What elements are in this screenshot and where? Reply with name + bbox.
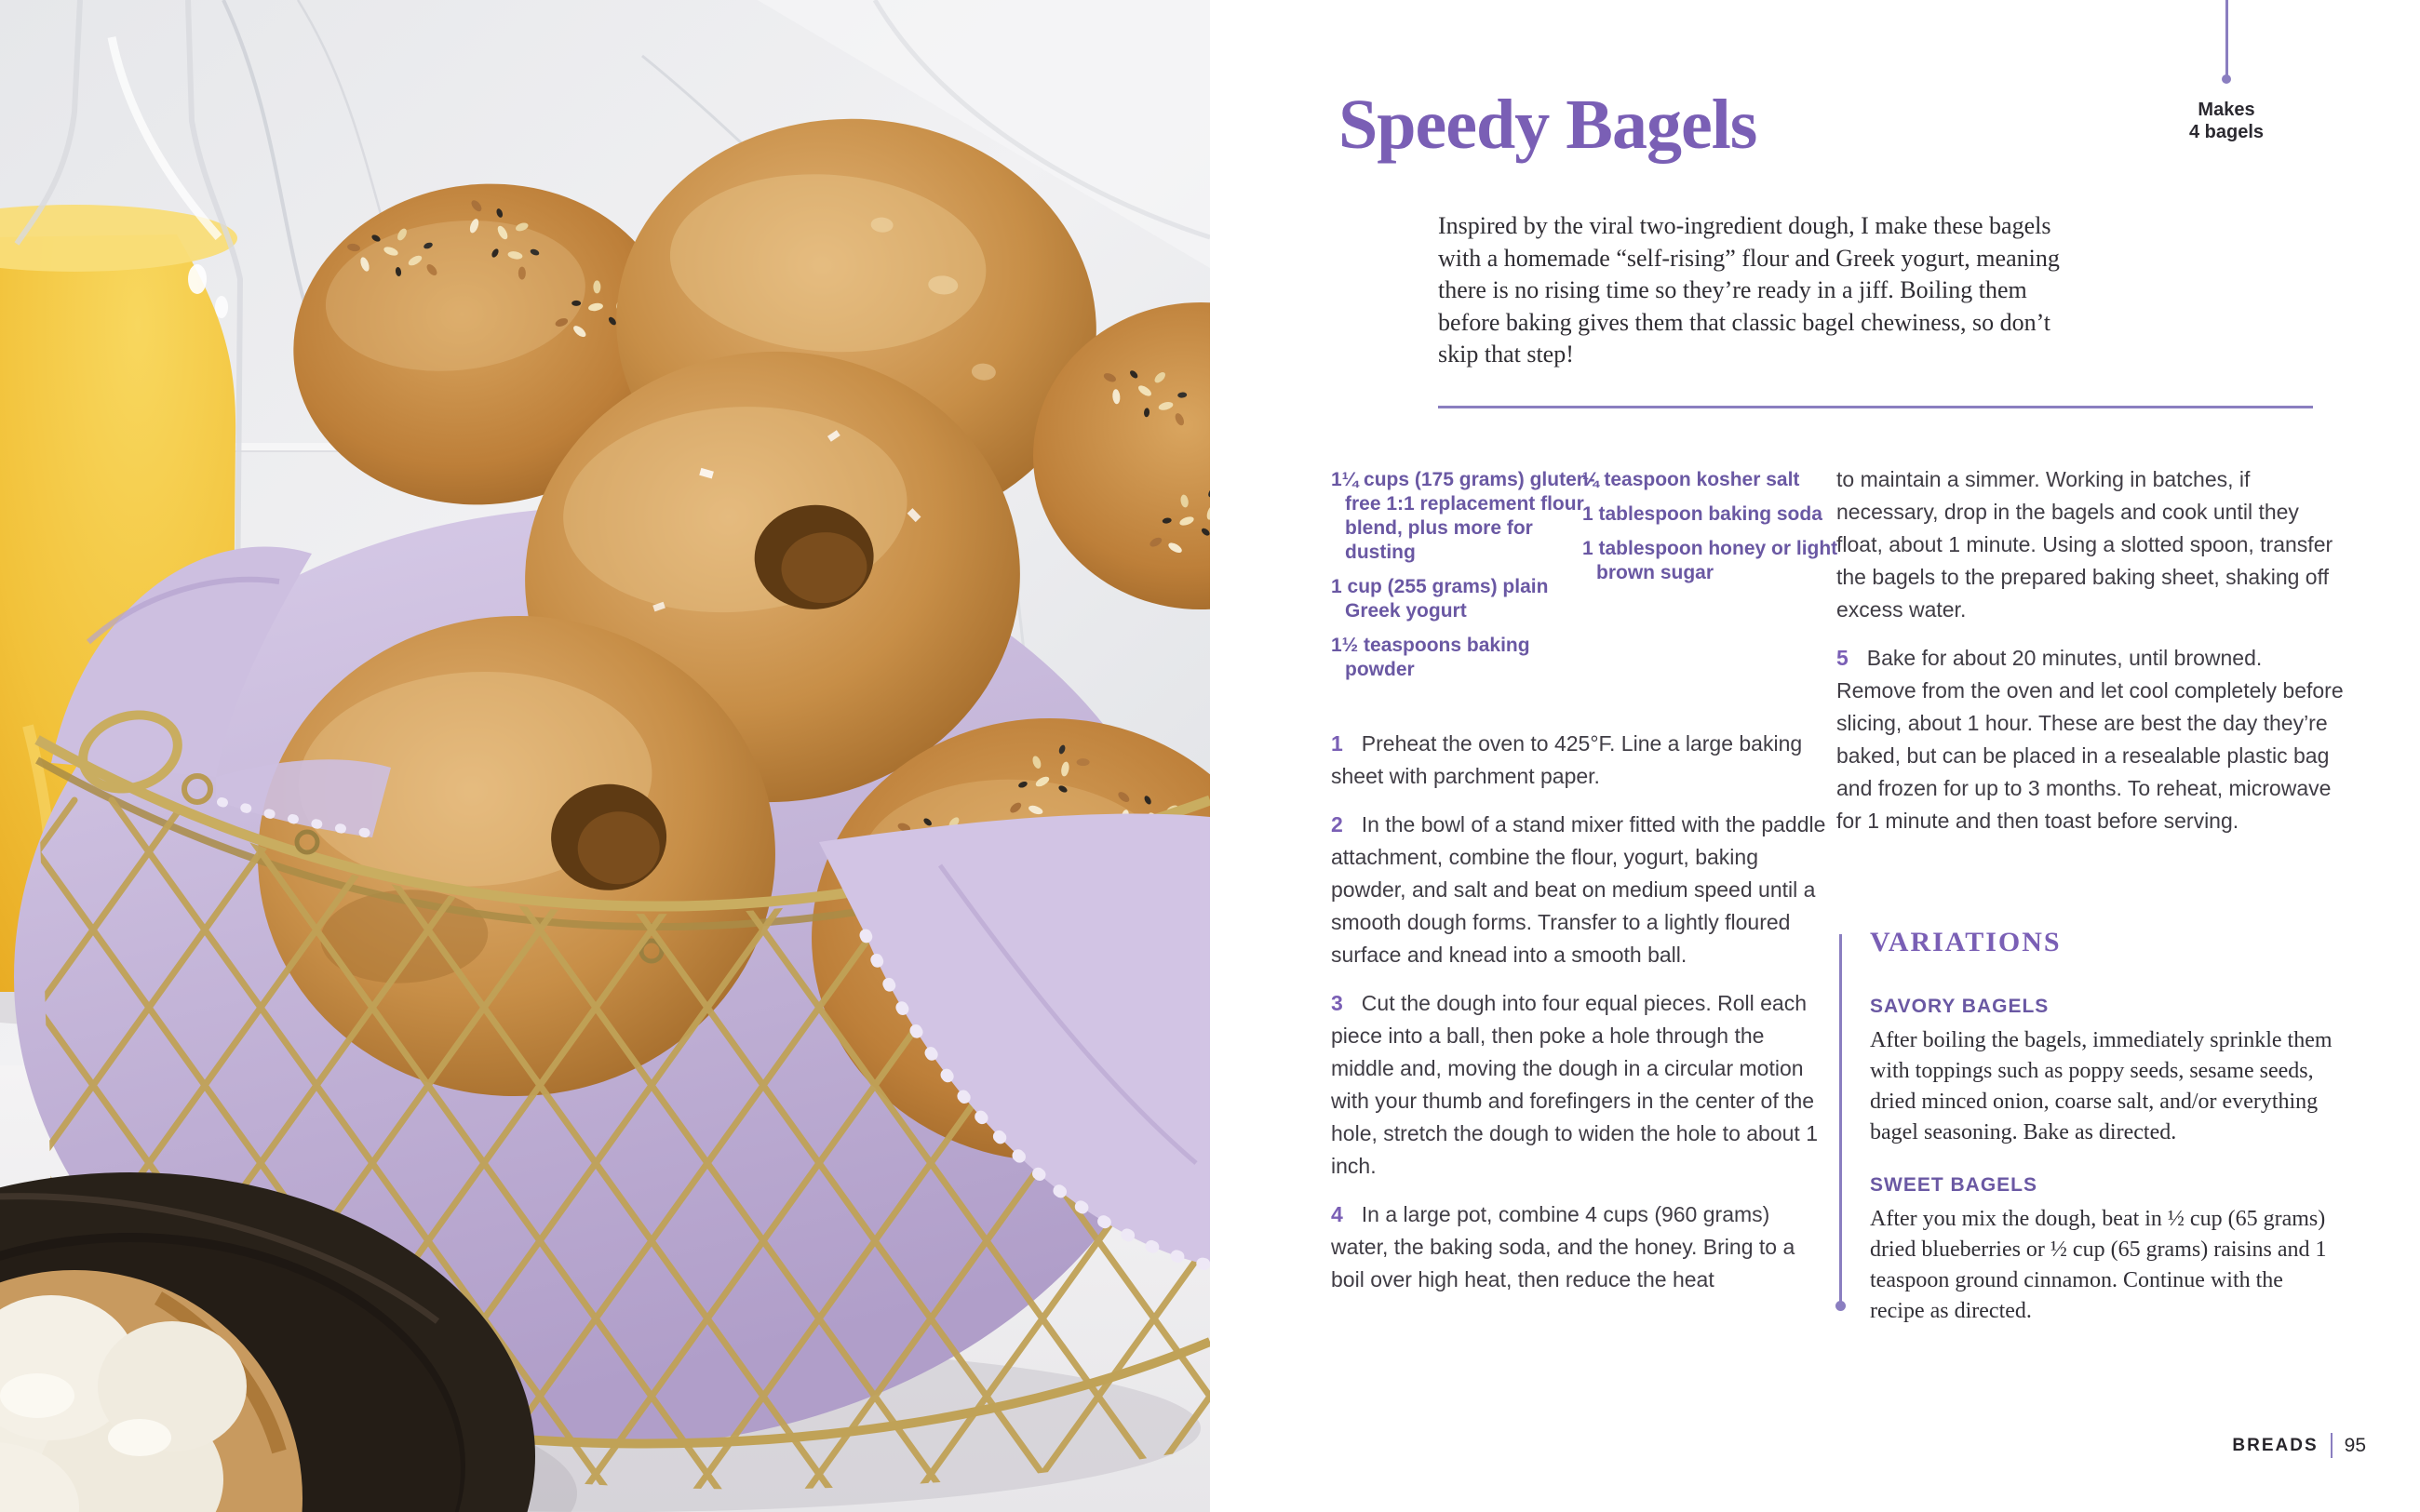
- step-number: 2: [1331, 812, 1343, 836]
- variations-rule-dot: [1835, 1301, 1846, 1311]
- yield-rule: [2225, 0, 2228, 76]
- instructions-column-1: [1331, 728, 1832, 1312]
- instruction-step: [1836, 642, 2344, 837]
- footer-section-label: BREADS: [2232, 1435, 2319, 1455]
- yield-note: [2156, 99, 2297, 143]
- instruction-step-continued: [1836, 463, 2344, 626]
- ingredients-column-2: [1582, 468, 1848, 595]
- variations-heading: VARIATIONS: [1870, 927, 2062, 957]
- variation-title: SWEET BAGELS: [1870, 1174, 2038, 1196]
- ingredient-item: 1 tablespoon baking soda: [1582, 503, 1822, 525]
- yield-rule-dot: [2222, 74, 2231, 84]
- variations-section: [1839, 927, 2342, 1327]
- ingredient-item: 1 cup (255 grams) plain Greek yogurt: [1331, 576, 1549, 622]
- page-number: 95: [2344, 1434, 2366, 1456]
- step-number: 3: [1331, 991, 1343, 1015]
- ingredient-item: 1¼ cups (175 grams) gluten-free 1:1 replacement flour blend, plus more for dusting: [1331, 469, 1595, 563]
- recipe-intro: Inspired by the viral two-ingredient dough, I make these bagels with a homemade “self-rising” flour and Greek yogurt, meaning there is no rising time so they’re ready in a jiff. Boiling them before baking gives them that classic bagel chewiness, so don’t skip that step!: [1438, 212, 2060, 368]
- step-number: 5: [1836, 646, 1849, 670]
- variation-text: After you mix the dough, beat in ½ cup (65 grams) dried blueberries or ½ cup (65 grams) raisins and 1 teaspoon ground cinnamon. Continue with the recipe as directed.: [1870, 1207, 2327, 1323]
- step-text: Cut the dough into four equal pieces. Roll each piece into a ball, then poke a hole through the middle and, moving the dough in a circular motion with your thumb and forefingers in the center of the hole, stretch the dough to widen the hole to about 1 inch.: [1331, 991, 1818, 1178]
- variation-text: After boiling the bagels, immediately sprinkle them with toppings such as poppy seeds, sesame seeds, dried minced onion, coarse salt, and/or everything bagel seasoning. Bake as directed.: [1870, 1028, 2333, 1144]
- instruction-step: [1331, 728, 1832, 793]
- step-text: to maintain a simmer. Working in batches, if necessary, drop in the bagels and cook until they float, about 1 minute. Using a slotted spoon, transfer the bagels to the prepared baking sheet, shaking off excess water.: [1836, 467, 2333, 622]
- recipe-page: [1210, 0, 2420, 1512]
- instructions-column-2: [1836, 463, 2344, 853]
- footer-divider: [2331, 1433, 2333, 1458]
- yield-label: Makes: [2198, 100, 2255, 120]
- step-text: Preheat the oven to 425°F. Line a large baking sheet with parchment paper.: [1331, 731, 1803, 788]
- step-number: 4: [1331, 1202, 1343, 1226]
- step-number: 1: [1331, 731, 1343, 756]
- step-text: In a large pot, combine 4 cups (960 grams) water, the baking soda, and the honey. Bring to a boil over high heat, then reduce the heat: [1331, 1202, 1795, 1291]
- ingredient-item: 1 tablespoon honey or light brown sugar: [1582, 538, 1838, 583]
- step-text: Bake for about 20 minutes, until browned. Remove from the oven and let cool completely before slicing, about 1 hour. These are best the day they’re baked, but can be placed in a resealable plastic bag and frozen for up to 3 months. To reheat, microwave for 1 minute and then toast before serving.: [1836, 646, 2344, 833]
- yield-value: 4 bagels: [2188, 122, 2265, 142]
- variations-rule: [1839, 934, 1842, 1305]
- page-footer: [2232, 1433, 2366, 1458]
- ingredient-item: 1½ teaspoons baking powder: [1331, 635, 1530, 680]
- ingredient-item: ¼ teaspoon kosher salt: [1582, 469, 1800, 490]
- variation-title: SAVORY BAGELS: [1870, 996, 2050, 1017]
- divider-rule: [1438, 406, 2313, 408]
- instruction-step: [1331, 1198, 1832, 1296]
- instruction-step: [1331, 809, 1832, 971]
- ingredients-column-1: [1331, 468, 1596, 692]
- step-text: In the bowl of a stand mixer fitted with the paddle attachment, combine the flour, yogurt, baking powder, and salt and beat on medium speed until a smooth dough forms. Transfer to a lightly floured surface and knead into a smooth ball.: [1331, 812, 1826, 967]
- recipe-title: Speedy Bagels: [1338, 86, 1757, 164]
- instruction-step: [1331, 987, 1832, 1183]
